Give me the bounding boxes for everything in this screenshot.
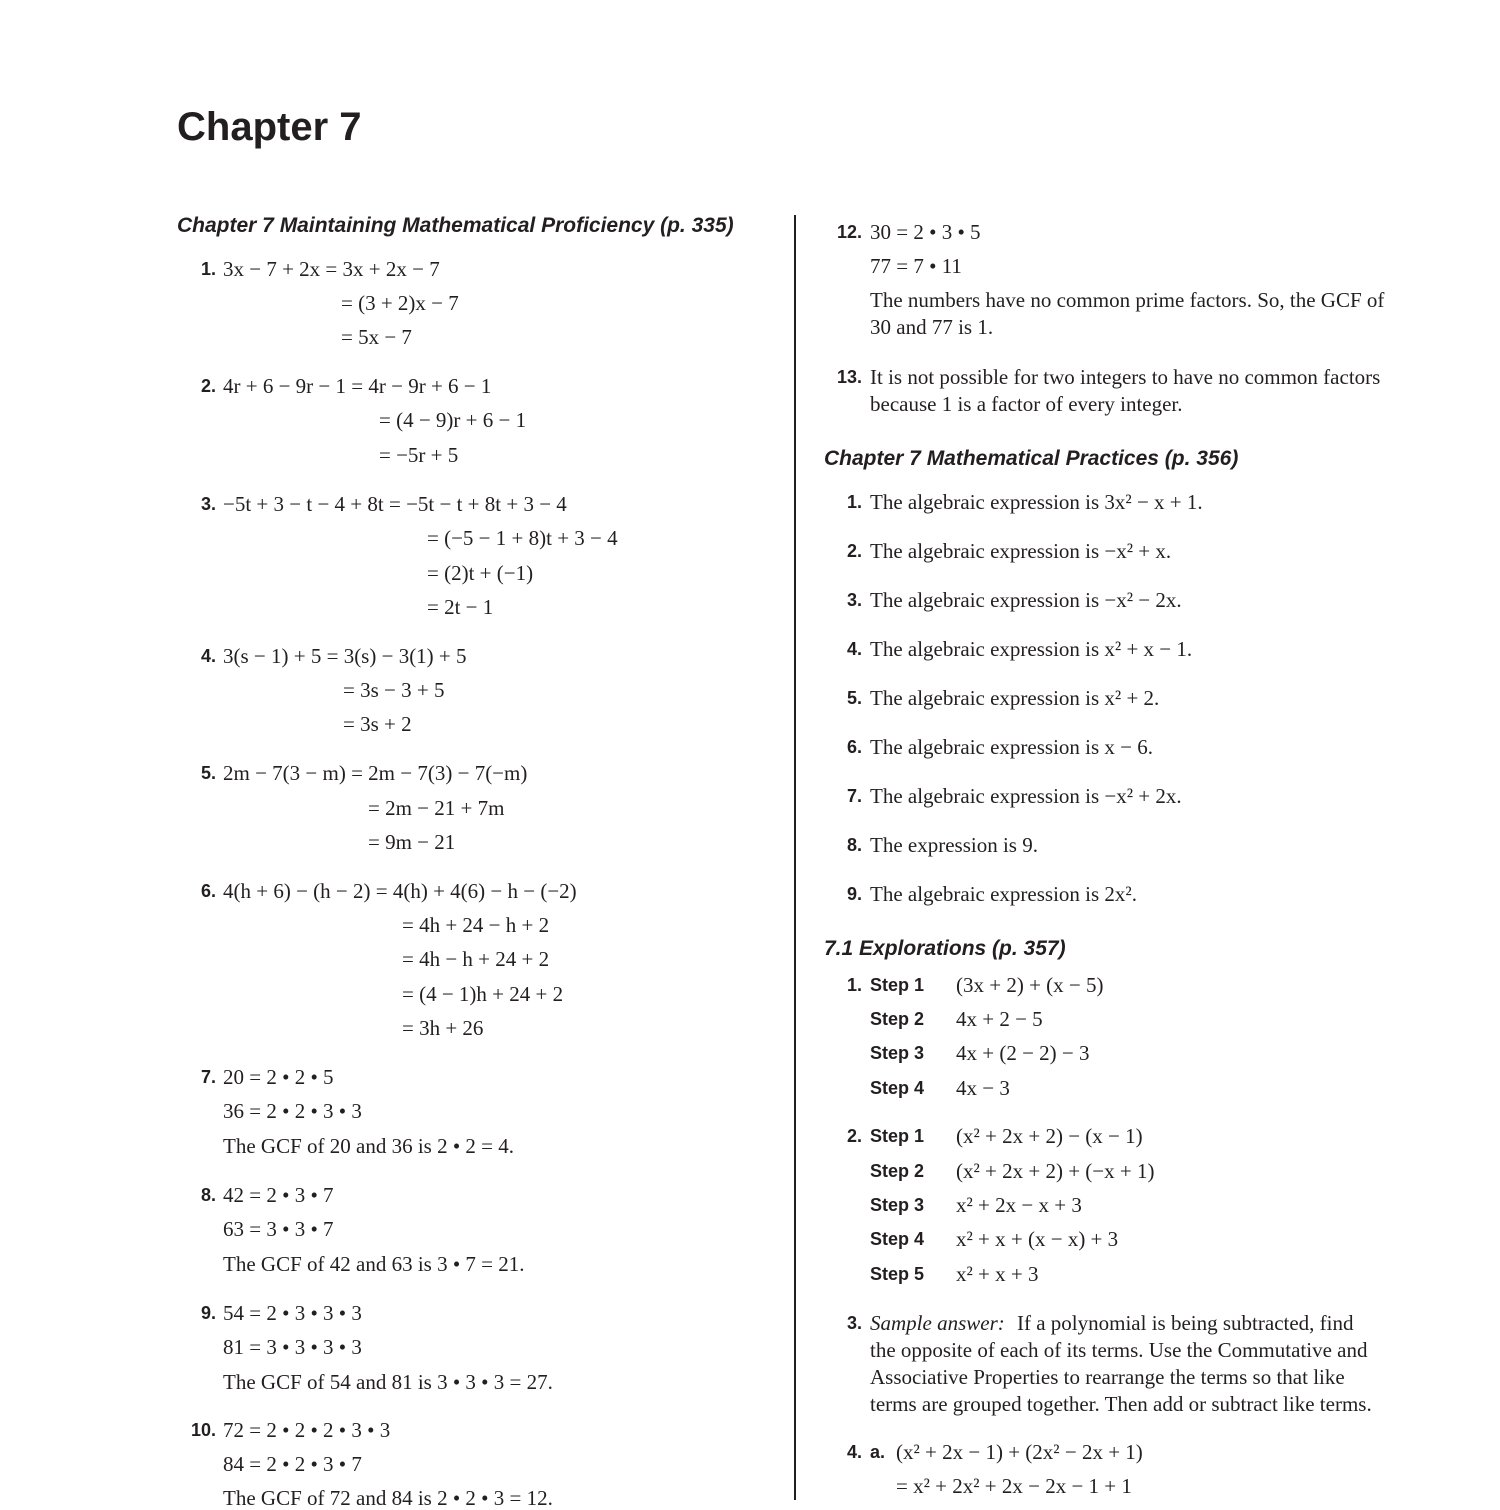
answer-text: The algebraic expression is −x² + 2x. <box>870 784 1182 808</box>
math-line: = (−5 − 1 + 8)t + 3 − 4 <box>427 526 618 550</box>
item-number: 6. <box>200 881 216 901</box>
math-line: (x² + 2x − 1) + (2x² − 2x + 1) <box>896 1440 1143 1464</box>
item-number: 8. <box>200 1185 216 1205</box>
math-line: = (4 − 9)r + 6 − 1 <box>379 408 527 432</box>
math-line: 20 = 2 • 2 • 5 <box>223 1065 334 1089</box>
math-line: = x² + 2x² + 2x − 2x − 1 + 1 <box>896 1474 1132 1498</box>
math-line: = 3h + 26 <box>402 1016 484 1040</box>
item-number: 8. <box>846 835 862 855</box>
math-line: x² + 2x − x + 3 <box>956 1193 1082 1217</box>
math-line: The GCF of 54 and 81 is 3 • 3 • 3 = 27. <box>223 1370 553 1394</box>
step-label: Step 5 <box>870 1264 925 1284</box>
math-line: = (3 + 2)x − 7 <box>341 291 459 315</box>
answer-text: If a polynomial is being subtracted, find <box>1017 1311 1354 1335</box>
item-number: 2. <box>846 1126 862 1146</box>
math-line: = 2m − 21 + 7m <box>368 796 505 820</box>
item-number: 4. <box>846 1442 862 1462</box>
answer-text: The algebraic expression is x − 6. <box>870 735 1154 759</box>
math-line: 77 = 7 • 11 <box>870 254 962 278</box>
item-number: 5. <box>200 763 216 783</box>
step-label: Step 1 <box>870 1126 925 1146</box>
math-line: = 2t − 1 <box>427 595 494 619</box>
math-line: = 9m − 21 <box>368 830 456 854</box>
math-line: 4r + 6 − 9r − 1 = 4r − 9r + 6 − 1 <box>223 374 492 398</box>
step-label: Step 3 <box>870 1043 925 1063</box>
math-line: 30 and 77 is 1. <box>870 315 994 339</box>
step-label: Step 4 <box>870 1078 925 1098</box>
answer-text: The algebraic expression is −x² + x. <box>870 539 1172 563</box>
math-line: 3x − 7 + 2x = 3x + 2x − 7 <box>223 257 440 281</box>
item-number: 9. <box>200 1303 216 1323</box>
section-heading: Chapter 7 Mathematical Practices (p. 356) <box>824 447 1239 470</box>
math-line: 4x − 3 <box>956 1076 1010 1100</box>
item-number: 9. <box>846 884 862 904</box>
math-line: 2m − 7(3 − m) = 2m − 7(3) − 7(−m) <box>223 761 528 785</box>
answer-text: The algebraic expression is −x² − 2x. <box>870 588 1182 612</box>
answer-text: The algebraic expression is x² + 2. <box>870 686 1160 710</box>
math-line: The GCF of 42 and 63 is 3 • 7 = 21. <box>223 1252 525 1276</box>
math-line: 72 = 2 • 2 • 2 • 3 • 3 <box>223 1418 391 1442</box>
math-line: The GCF of 72 and 84 is 2 • 2 • 3 = 12. <box>223 1486 553 1510</box>
math-line: 81 = 3 • 3 • 3 • 3 <box>223 1335 362 1359</box>
item-number: 3. <box>846 590 862 610</box>
math-line: 4(h + 6) − (h − 2) = 4(h) + 4(6) − h − (−2) <box>223 879 577 903</box>
math-line: 63 = 3 • 3 • 7 <box>223 1217 334 1241</box>
math-line: = 3s + 2 <box>343 712 412 736</box>
item-number: 1. <box>846 975 862 995</box>
answer-text: The expression is 9. <box>870 833 1038 857</box>
answer-text: The algebraic expression is 3x² − x + 1. <box>870 490 1203 514</box>
item-number: 12. <box>836 222 862 242</box>
item-number: 7. <box>846 786 862 806</box>
math-line: (x² + 2x + 2) − (x − 1) <box>956 1124 1143 1148</box>
section-heading: Chapter 7 Maintaining Mathematical Proficiency (p. 335) <box>177 214 734 237</box>
math-line: = 3s − 3 + 5 <box>343 678 445 702</box>
math-line: (x² + 2x + 2) + (−x + 1) <box>956 1159 1155 1183</box>
item-number: 13. <box>836 367 862 387</box>
math-line: x² + x + 3 <box>956 1262 1039 1286</box>
item-number: 6. <box>846 737 862 757</box>
math-line: = −5r + 5 <box>379 443 459 467</box>
step-label: Step 4 <box>870 1229 925 1249</box>
item-number: 3. <box>846 1313 862 1333</box>
math-line: −5t + 3 − t − 4 + 8t = −5t − t + 8t + 3 − 4 <box>223 492 567 516</box>
item-number: 3. <box>200 494 216 514</box>
step-label: Step 2 <box>870 1161 925 1181</box>
math-line: 4x + 2 − 5 <box>956 1007 1043 1031</box>
math-line: The GCF of 20 and 36 is 2 • 2 = 4. <box>223 1134 515 1158</box>
math-line: = 5x − 7 <box>341 325 412 349</box>
step-label: Step 3 <box>870 1195 925 1215</box>
math-line: 42 = 2 • 3 • 7 <box>223 1183 334 1207</box>
step-label: Step 2 <box>870 1009 925 1029</box>
math-line: 54 = 2 • 3 • 3 • 3 <box>223 1301 362 1325</box>
math-line: x² + x + (x − x) + 3 <box>956 1227 1119 1251</box>
chapter-title: Chapter 7 <box>177 105 362 149</box>
item-number: 2. <box>846 541 862 561</box>
math-line: because 1 is a factor of every integer. <box>870 392 1183 416</box>
math-line: The numbers have no common prime factors. So, the GCF of <box>870 288 1385 312</box>
answer-text: terms are grouped together. Then add or subtract like terms. <box>870 1392 1372 1416</box>
item-number: 2. <box>200 376 216 396</box>
column-divider <box>794 215 796 1500</box>
item-number: 5. <box>846 688 862 708</box>
item-number: 7. <box>200 1067 216 1087</box>
answer-text: the opposite of each of its terms. Use the Commutative and <box>870 1338 1368 1362</box>
item-number: 1. <box>846 492 862 512</box>
item-number: 1. <box>200 259 216 279</box>
item-number: 4. <box>846 639 862 659</box>
answer-text: The algebraic expression is x² + x − 1. <box>870 637 1193 661</box>
math-line: It is not possible for two integers to have no common factors <box>870 365 1381 389</box>
answer-text: Associative Properties to rearrange the terms so that like <box>870 1365 1345 1389</box>
math-line: 4x + (2 − 2) − 3 <box>956 1041 1090 1065</box>
math-line: 84 = 2 • 2 • 3 • 7 <box>223 1452 362 1476</box>
math-line: = (4 − 1)h + 24 + 2 <box>402 982 564 1006</box>
math-line: = 4h + 24 − h + 2 <box>402 913 550 937</box>
math-line: = (2)t + (−1) <box>427 561 534 585</box>
item-number: 4. <box>200 646 216 666</box>
part-label: a. <box>870 1442 886 1462</box>
sample-answer-label: Sample answer: <box>870 1311 1005 1335</box>
math-line: (3x + 2) + (x − 5) <box>956 973 1104 997</box>
math-line: = 4h − h + 24 + 2 <box>402 947 550 971</box>
math-line: 30 = 2 • 3 • 5 <box>870 220 981 244</box>
section-heading: 7.1 Explorations (p. 357) <box>824 937 1066 960</box>
math-line: 36 = 2 • 2 • 3 • 3 <box>223 1099 362 1123</box>
answer-text: The algebraic expression is 2x². <box>870 882 1137 906</box>
math-line: 3(s − 1) + 5 = 3(s) − 3(1) + 5 <box>223 644 467 668</box>
item-number: 10. <box>190 1420 216 1440</box>
step-label: Step 1 <box>870 975 925 995</box>
